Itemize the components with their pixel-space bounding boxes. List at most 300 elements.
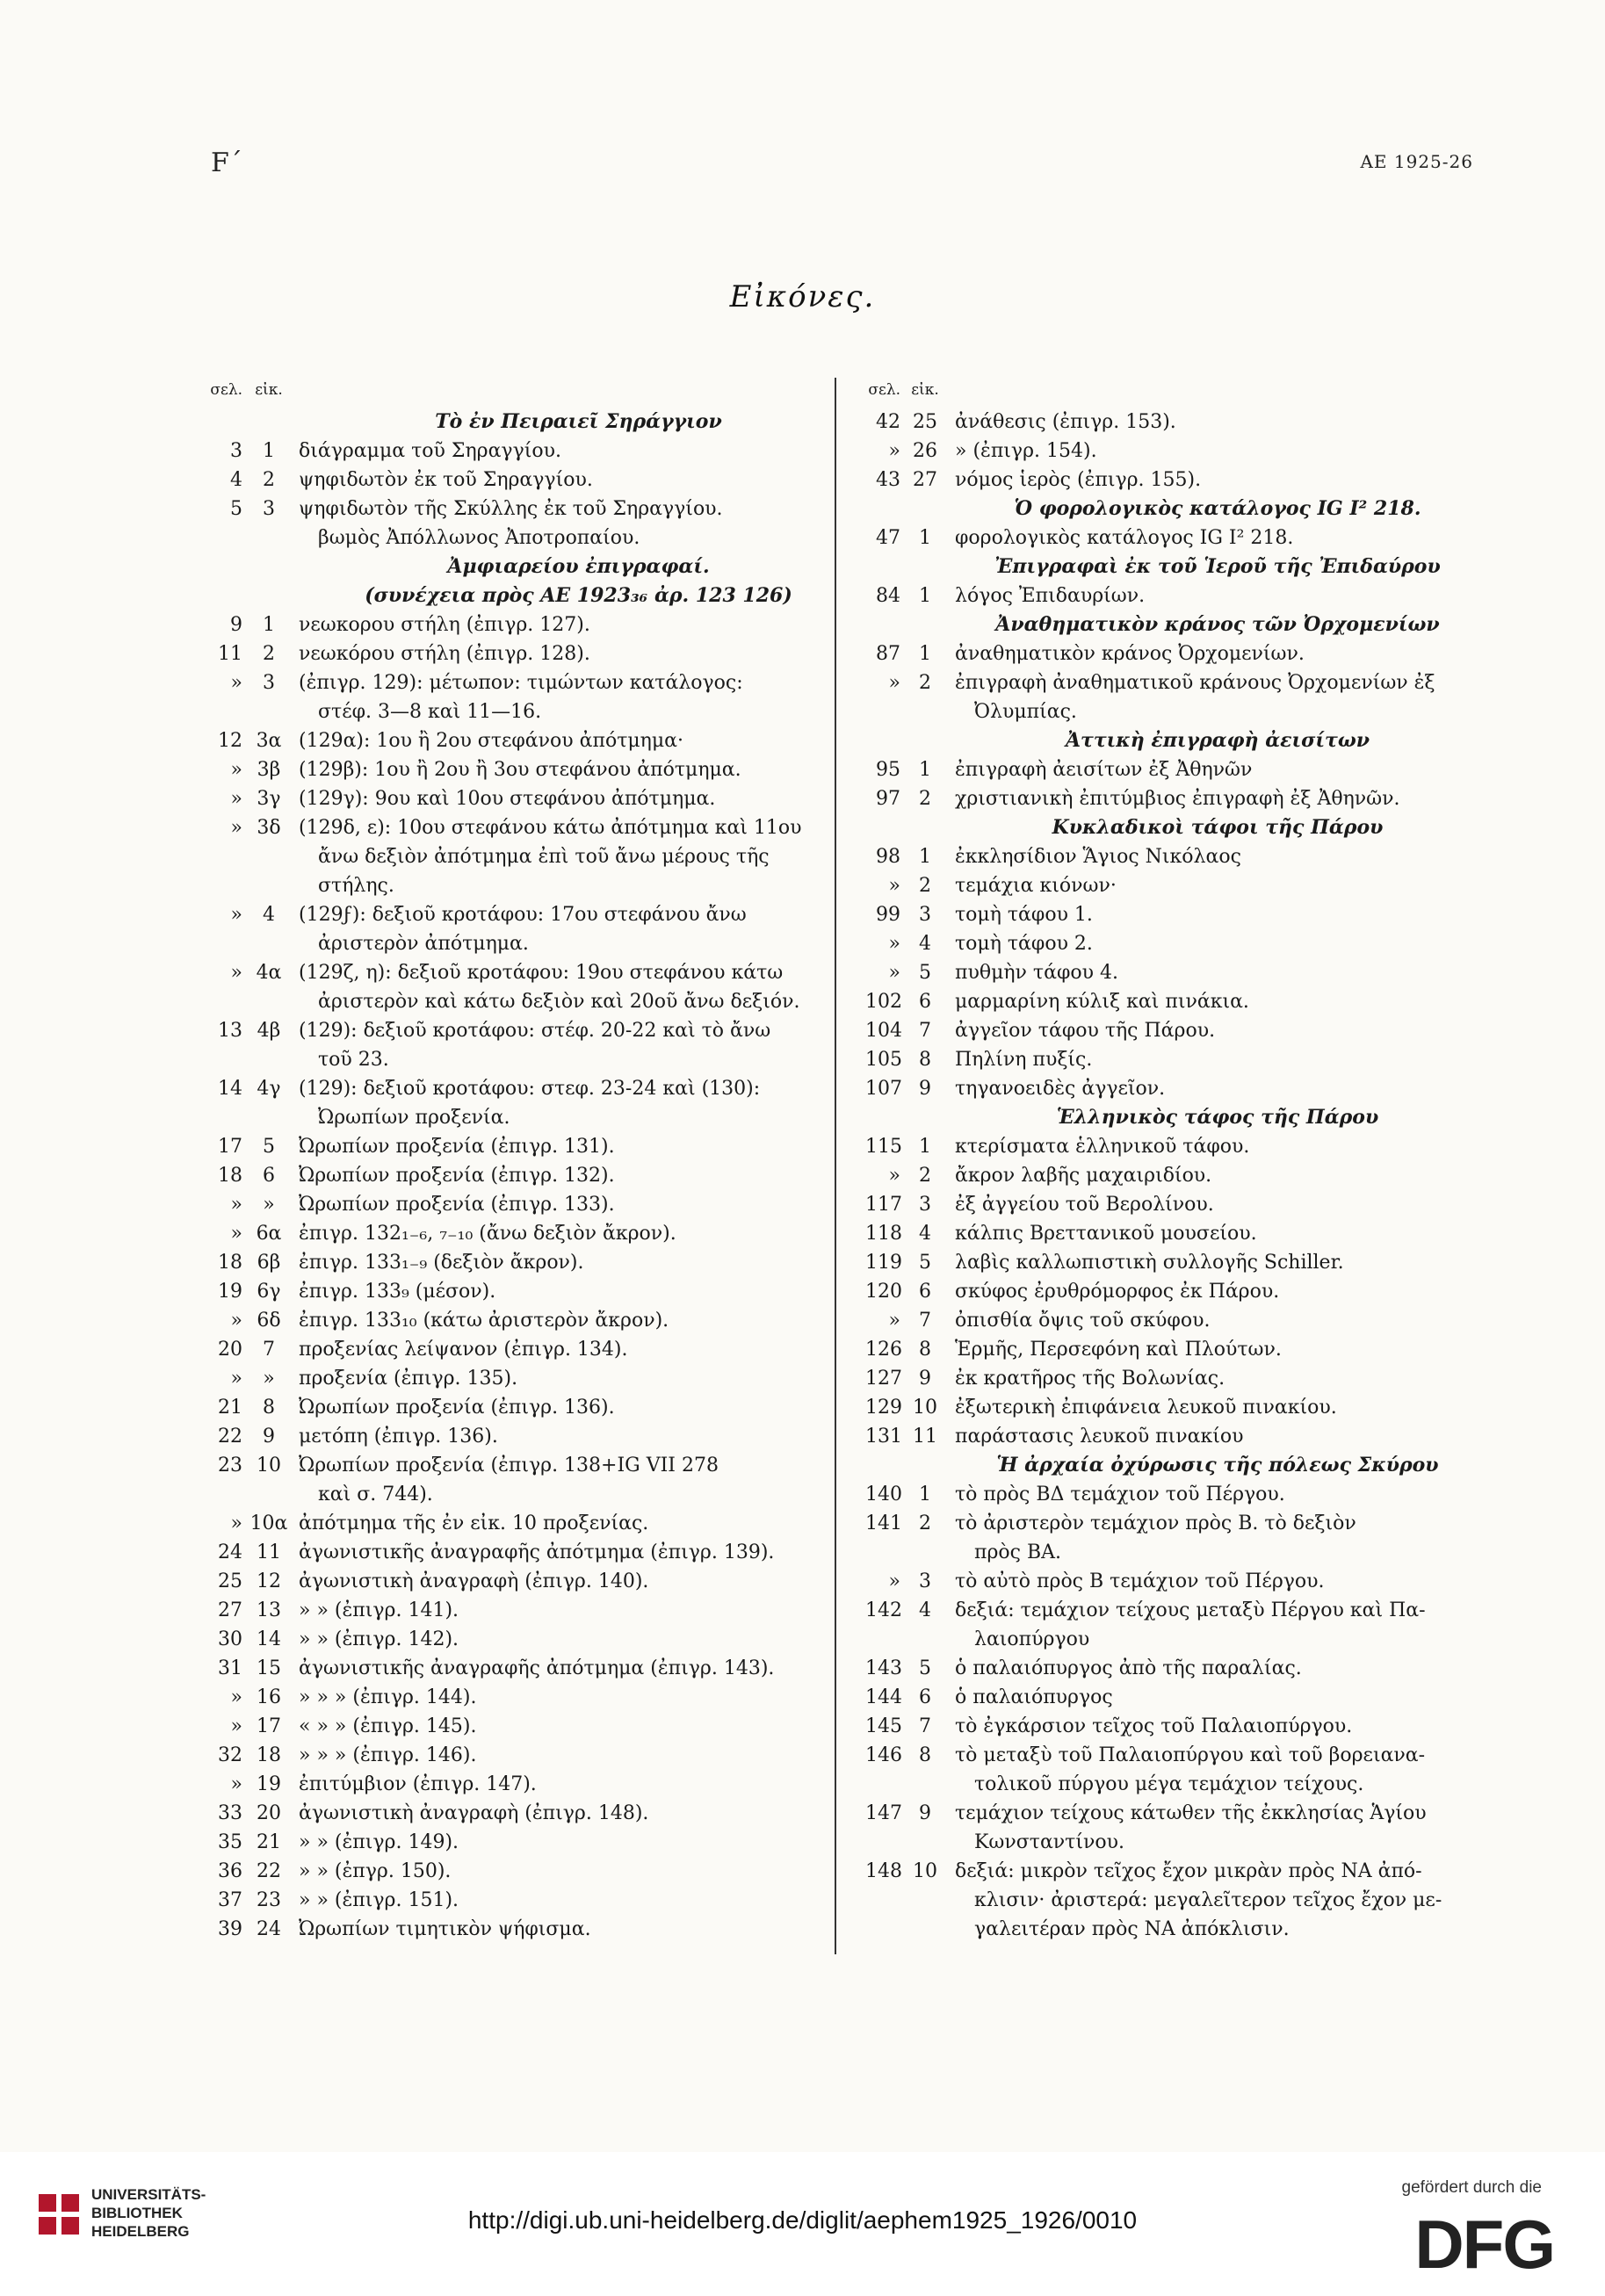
entry-description: Ἑρμῆς, Περσεφόνη καὶ Πλούτων. [955, 1339, 1282, 1361]
entry-figure-number: 26 [913, 440, 937, 462]
entry-figure-number: 10 [257, 1455, 281, 1477]
entry-page-number: 18 [218, 1165, 242, 1187]
entry-page-number: 119 [865, 1252, 902, 1274]
entry-figure-number: 3β [257, 759, 281, 781]
figure-entry [865, 408, 1480, 437]
entry-page-number: 107 [865, 1078, 902, 1100]
entry-description: » » (ἐπιγρ. 149). [299, 1831, 459, 1853]
page-header-right: ΑΕ 1925-26 [1360, 151, 1473, 172]
entry-figure-number: 9 [919, 1368, 931, 1390]
entry-description: (129γ): 9ου καὶ 10ου στεφάνου ἀπότμημα. [299, 788, 716, 810]
figure-entry [204, 1132, 858, 1161]
figure-entry [865, 1567, 1480, 1596]
page-title: Εἰκόνες. [729, 279, 876, 314]
entry-figure-number: 2 [919, 672, 931, 694]
figure-entry [204, 755, 858, 784]
entry-description: (129ζ, η): δεξιοῦ κροτάφου: 19ου στεφάνου κάτω [299, 962, 784, 984]
entry-description: « » » (ἐπιγρ. 145). [299, 1715, 477, 1737]
figure-entry [204, 1741, 858, 1770]
entry-page-number: 36 [218, 1860, 242, 1882]
section-heading [865, 610, 1480, 639]
entry-figure-number: 18 [257, 1744, 281, 1766]
figure-entry [204, 1857, 858, 1886]
entry-figure-number: » [263, 1194, 275, 1216]
entry-page-number: 95 [876, 759, 900, 781]
entry-page-number: 43 [876, 469, 900, 491]
entry-figure-number: 6δ [257, 1310, 281, 1332]
entry-description: Κωνσταντίνου. [974, 1831, 1124, 1853]
section-heading-text: Ἐπιγραφαὶ ἐκ τοῦ Ἱεροῦ τῆς Ἐπιδαύρου [994, 555, 1441, 578]
entry-figure-number: 25 [913, 411, 937, 433]
entry-description: » » (ἐπιγρ. 141). [299, 1599, 459, 1621]
figure-entry [865, 784, 1480, 813]
entry-description: ἐξωτερικὴ ἐπιφάνεια λευκοῦ πινακίου. [955, 1397, 1337, 1419]
entry-figure-number: 27 [913, 469, 937, 491]
entry-figure-number: » [263, 1368, 275, 1390]
entry-page-number: 25 [218, 1570, 242, 1592]
entry-description: ἀναθηματικὸν κράνος Ὀρχομενίων. [955, 643, 1305, 665]
entry-page-number: » [230, 1310, 242, 1332]
entry-description: » » » (ἐπιγρ. 144). [299, 1686, 477, 1708]
entry-figure-number: 2 [919, 1165, 931, 1187]
figure-entry [204, 1219, 858, 1248]
figure-entry [204, 1306, 858, 1335]
entry-figure-number: 21 [257, 1831, 281, 1853]
figure-entry [204, 668, 858, 697]
entry-description: ψηφιδωτὸν ἐκ τοῦ Σηραγγίου. [299, 469, 593, 491]
entry-description: ἐκκλησίδιον Ἅγιος Νικόλαος [955, 846, 1241, 868]
entry-description: ἀγωνιστικὴ ἀναγραφὴ (ἐπιγρ. 148). [299, 1802, 649, 1824]
entry-figure-number: 1 [919, 643, 931, 665]
entry-description: νεωκορου στήλη (ἐπιγρ. 127). [299, 614, 590, 636]
figure-entry [204, 1393, 858, 1422]
entry-figure-number: 10 [913, 1397, 937, 1419]
column-header [865, 376, 1480, 408]
entry-page-number: » [888, 1310, 900, 1332]
entry-description: Ὠρωπίων προξενία. [318, 1107, 510, 1129]
section-heading [865, 1103, 1480, 1132]
entry-figure-number: 20 [257, 1802, 281, 1824]
entry-figure-number: 3α [256, 730, 282, 752]
entry-figure-number: 11 [257, 1541, 281, 1563]
entry-figure-number: 2 [263, 469, 275, 491]
entry-figure-number: 4 [919, 933, 931, 955]
entry-page-number: 30 [218, 1628, 242, 1650]
entry-page-number: 87 [876, 643, 900, 665]
figure-entry [204, 1596, 858, 1625]
entry-page-number: » [230, 1715, 242, 1737]
section-heading-text: Ἀμφιαρείου ἐπιγραφαί. [447, 555, 710, 578]
entry-figure-number: 1 [919, 846, 931, 868]
entry-page-number: » [230, 1773, 242, 1795]
entry-figure-number: 11 [913, 1426, 937, 1448]
entry-figure-number: 8 [919, 1339, 931, 1361]
entry-description: τὸ ἐγκάρσιον τεῖχος τοῦ Παλαιοπύργου. [955, 1715, 1353, 1737]
entry-page-number: 12 [218, 730, 242, 752]
figure-entry [204, 726, 858, 755]
entry-description: » (ἐπιγρ. 154). [955, 440, 1097, 462]
figure-entry [204, 1248, 858, 1277]
entry-description: ἐπιγραφὴ ἀεισίτων ἐξ Ἀθηνῶν [955, 759, 1253, 781]
entry-description: (ἐπιγρ. 129): μέτωπον: τιμώντων κατάλογος: [299, 672, 743, 694]
entry-page-number: » [230, 759, 242, 781]
column-header-fig: εἰκ. [255, 381, 283, 399]
figure-entry [204, 1886, 858, 1915]
figure-entry [204, 466, 858, 495]
entry-figure-number: 4 [919, 1223, 931, 1245]
entry-description: τὸ μεταξὺ τοῦ Παλαιοπύργου καὶ τοῦ βορειανα- [955, 1744, 1426, 1766]
entry-figure-number: 3δ [257, 817, 281, 839]
figure-entry [204, 1161, 858, 1190]
entry-page-number: » [230, 1513, 242, 1534]
entry-page-number: 42 [876, 411, 900, 433]
entry-description: Ὀλυμπίας. [974, 701, 1077, 723]
entry-description: νόμος ἱερὸς (ἐπιγρ. 155). [955, 469, 1202, 491]
library-line: BIBLIOTHEK [91, 2205, 183, 2221]
entry-description: παράστασις λευκοῦ πινακίου [955, 1426, 1244, 1448]
section-heading [865, 495, 1480, 523]
section-heading [865, 552, 1480, 581]
entry-description: » » (ἐπιγρ. 151). [299, 1889, 459, 1911]
figure-entry [865, 1161, 1480, 1190]
entry-page-number: » [230, 672, 242, 694]
figure-entry [865, 668, 1480, 697]
entry-figure-number: 3 [263, 672, 275, 694]
entry-page-number: 126 [865, 1339, 902, 1361]
figure-entry [204, 1335, 858, 1364]
entry-page-number: 141 [865, 1513, 902, 1534]
entry-page-number: 144 [865, 1686, 902, 1708]
figure-entry [204, 495, 858, 523]
entry-figure-number: 8 [919, 1744, 931, 1766]
entry-description: ὁ παλαιόπυργος [955, 1686, 1113, 1708]
entry-page-number: » [230, 962, 242, 984]
figure-entry [865, 581, 1480, 610]
entry-continuation [204, 523, 858, 552]
section-heading-text: Τὸ ἐν Πειραιεῖ Σηράγγιον [435, 410, 722, 433]
entry-description: Ὠρωπίων προξενία (ἐπιγρ. 138+IG VII 278 [299, 1455, 719, 1477]
entry-figure-number: 7 [263, 1339, 275, 1361]
entry-page-number: 23 [218, 1455, 242, 1477]
page-header-left: F΄ [211, 148, 242, 178]
figure-entry [204, 813, 858, 842]
section-heading-text: Ἑλληνικὸς τάφος τῆς Πάρου [1056, 1106, 1379, 1129]
entry-description: στέφ. 3—8 καὶ 11—16. [318, 701, 542, 723]
section-heading [204, 552, 858, 581]
entry-page-number: 4 [230, 469, 242, 491]
entry-figure-number: 7 [919, 1020, 931, 1042]
figure-entry [204, 437, 858, 466]
entry-description: ἄκρον λαβῆς μαχαιριδίου. [955, 1165, 1212, 1187]
figure-entry [204, 1277, 858, 1306]
figure-entry [865, 466, 1480, 495]
entry-page-number: 3 [230, 440, 242, 462]
entry-figure-number: 1 [919, 585, 931, 607]
figure-entry [865, 523, 1480, 552]
entry-figure-number: 4 [263, 904, 275, 926]
source-url-link[interactable]: http://digi.ub.uni-heidelberg.de/diglit/aephem1925_1926/0010 [467, 2206, 1138, 2234]
entry-description: κάλπις Βρεττανικοῦ μουσείου. [955, 1223, 1257, 1245]
entry-description: τομὴ τάφου 2. [955, 933, 1093, 955]
entry-description: ἐπιγρ. 133₁₋₉ (δεξιὸν ἄκρον). [299, 1252, 584, 1274]
entry-description: ἀγωνιστικῆς ἀναγραφῆς ἀπότμημα (ἐπιγρ. 139). [299, 1541, 775, 1563]
entry-description: βωμὸς Ἀπόλλωνος Ἀποτροπαίου. [318, 527, 640, 549]
figure-entry [865, 1799, 1480, 1828]
entry-figure-number: 3 [919, 1194, 931, 1216]
entry-figure-number: 13 [257, 1599, 281, 1621]
figure-entry [865, 1045, 1480, 1074]
entry-description: » » » (ἐπιγρ. 146). [299, 1744, 477, 1766]
entry-description: τὸ αὐτὸ πρὸς Β τεμάχιον τοῦ Πέργου. [955, 1570, 1325, 1592]
entry-page-number: 39 [218, 1918, 242, 1940]
entry-description: Ὠρωπίων προξενία (ἐπιγρ. 136). [299, 1397, 615, 1419]
section-heading-text: Ὁ φορολογικὸς κατάλογος IG I² 218. [1014, 497, 1421, 520]
entry-page-number: 27 [218, 1599, 242, 1621]
entry-description: ἐκ κρατῆρος τῆς Βολωνίας. [955, 1368, 1225, 1390]
entry-page-number: 102 [865, 991, 902, 1013]
figure-entry [204, 958, 858, 987]
entry-page-number: 22 [218, 1426, 242, 1448]
entry-page-number: 20 [218, 1339, 242, 1361]
entry-continuation [204, 1103, 858, 1132]
entry-description: τὸ ἀριστερὸν τεμάχιον πρὸς Β. τὸ δεξιὸν [955, 1513, 1356, 1534]
entry-page-number: » [888, 962, 900, 984]
entry-description: ὀπισθία ὄψις τοῦ σκύφου. [955, 1310, 1211, 1332]
figure-entry [865, 1016, 1480, 1045]
entry-continuation [204, 929, 858, 958]
column-header [204, 376, 858, 408]
entry-figure-number: 6β [257, 1252, 281, 1274]
entry-description: ἄνω δεξιὸν ἀπότμημα ἐπὶ τοῦ ἄνω μέρους τῆς [318, 846, 770, 868]
entry-page-number: 148 [865, 1860, 902, 1882]
entry-page-number: 13 [218, 1020, 242, 1042]
entry-page-number: 145 [865, 1715, 902, 1737]
figure-entry [865, 987, 1480, 1016]
entry-description: (129δ, ε): 10ου στεφάνου κάτω ἀπότμημα καὶ 11ου [299, 817, 802, 839]
section-heading [865, 726, 1480, 755]
figure-entry [204, 1654, 858, 1683]
entry-description: (129α): 1ου ἢ 2ου στεφάνου ἀπότμημα· [299, 730, 684, 752]
left-column [204, 376, 858, 1944]
entry-figure-number: 10α [249, 1513, 288, 1534]
entry-continuation [204, 697, 858, 726]
entry-continuation [204, 871, 858, 900]
entry-page-number: » [230, 904, 242, 926]
figure-entry [204, 639, 858, 668]
entry-description: λαβὶς καλλωπιστικὴ συλλογῆς Schiller. [955, 1252, 1344, 1274]
entry-page-number: 142 [865, 1599, 902, 1621]
entry-figure-number: 9 [263, 1426, 275, 1448]
entry-figure-number: 19 [257, 1773, 281, 1795]
entry-figure-number: 14 [257, 1628, 281, 1650]
entry-description: τολικοῦ πύργου μέγα τεμάχιον τείχους. [974, 1773, 1364, 1795]
entry-description: λόγος Ἐπιδαυρίων. [955, 585, 1146, 607]
entry-figure-number: 3 [263, 498, 275, 520]
figure-entry [865, 1219, 1480, 1248]
section-heading [865, 813, 1480, 842]
entry-description: (129): δεξιοῦ κροτάφου: στέφ. 20-22 καὶ τὸ ἄνω [299, 1020, 771, 1042]
entry-page-number: 143 [865, 1657, 902, 1679]
figure-entry [204, 1016, 858, 1045]
entry-page-number: » [888, 440, 900, 462]
figure-entry [865, 929, 1480, 958]
entry-figure-number: 1 [263, 614, 275, 636]
entry-page-number: 21 [218, 1397, 242, 1419]
library-line: UNIVERSITÄTS- [91, 2186, 206, 2203]
entry-figure-number: 16 [257, 1686, 281, 1708]
figure-entry [865, 1393, 1480, 1422]
entry-page-number: » [230, 1194, 242, 1216]
entry-description: ἀγωνιστικὴ ἀναγραφὴ (ἐπιγρ. 140). [299, 1570, 649, 1592]
entry-description: Ὠρωπίων προξενία (ἐπιγρ. 132). [299, 1165, 615, 1187]
column-header-page: σελ. [210, 381, 242, 399]
library-line: HEIDELBERG [91, 2223, 190, 2240]
entry-description: (129ϝ): δεξιοῦ κροτάφου: 17ου στεφάνου ἄνω [299, 904, 747, 926]
entry-page-number: » [230, 1223, 242, 1245]
entry-description: » » (ἐπιγρ. 142). [299, 1628, 459, 1650]
dfg-logo: DFG [1414, 2206, 1554, 2283]
entry-continuation [865, 1538, 1480, 1567]
entry-page-number: 118 [865, 1223, 902, 1245]
entry-figure-number: 5 [263, 1136, 275, 1158]
entry-page-number: 32 [218, 1744, 242, 1766]
figure-entry [204, 784, 858, 813]
entry-description: ἐπιγρ. 133₁₀ (κάτω ἀριστερὸν ἄκρον). [299, 1310, 669, 1332]
figure-entry [865, 437, 1480, 466]
entry-description: τεμάχιον τείχους κάτωθεν τῆς ἐκκλησίας Ἁγίου [955, 1802, 1427, 1824]
figure-entry [204, 1799, 858, 1828]
figure-entry [865, 1741, 1480, 1770]
section-heading-text: Ἡ ἀρχαία ὀχύρωσις τῆς πόλεως Σκύρου [996, 1454, 1439, 1477]
entry-description: διάγραμμα τοῦ Σηραγγίου. [299, 440, 561, 462]
section-heading-text: Ἀναθηματικὸν κράνος τῶν Ὀρχομενίων [995, 613, 1440, 636]
entry-page-number: 31 [218, 1657, 242, 1679]
figure-entry [865, 639, 1480, 668]
entry-description: » » (ἐπγρ. 150). [299, 1860, 452, 1882]
entry-description: τομὴ τάφου 1. [955, 904, 1093, 926]
entry-page-number: » [888, 875, 900, 897]
entry-page-number: 33 [218, 1802, 242, 1824]
entry-page-number: 14 [218, 1078, 242, 1100]
figure-entry [204, 1190, 858, 1219]
entry-figure-number: 6 [919, 1281, 931, 1303]
section-heading-text: Ἀττικὴ ἐπιγραφὴ ἀεισίτων [1065, 729, 1370, 752]
entry-description: ἐπιτύμβιον (ἐπιγρ. 147). [299, 1773, 537, 1795]
entry-continuation [204, 987, 858, 1016]
entry-page-number: 35 [218, 1831, 242, 1853]
entry-figure-number: 4 [919, 1599, 931, 1621]
entry-page-number: 105 [865, 1049, 902, 1071]
entry-page-number: 147 [865, 1802, 902, 1824]
entry-figure-number: 3 [919, 1570, 931, 1592]
entry-page-number: » [230, 1368, 242, 1390]
entry-description: χριστιανικὴ ἐπιτύμβιος ἐπιγραφὴ ἐξ Ἀθηνῶν. [955, 788, 1400, 810]
entry-description: (129β): 1ου ἢ 2ου ἢ 3ου στεφάνου ἀπότμημα. [299, 759, 741, 781]
entry-description: Ὠρωπίων προξενία (ἐπιγρ. 133). [299, 1194, 615, 1216]
entry-description: Ὠρωπίων τιμητικὸν ψήφισμα. [299, 1918, 591, 1940]
entry-figure-number: 1 [919, 527, 931, 549]
entry-figure-number: 23 [257, 1889, 281, 1911]
section-heading-text: Κυκλαδικοὶ τάφοι τῆς Πάρου [1052, 816, 1384, 839]
entry-figure-number: 1 [263, 440, 275, 462]
entry-description: προξενία (ἐπιγρ. 135). [299, 1368, 518, 1390]
entry-description: τὸ πρὸς ΒΔ τεμάχιον τοῦ Πέργου. [955, 1484, 1285, 1505]
entry-description: ἐπιγρ. 133₉ (μέσον). [299, 1281, 496, 1303]
figure-entry [204, 1422, 858, 1451]
figure-entry [204, 1451, 858, 1480]
entry-page-number: » [230, 817, 242, 839]
entry-description: ἐπιγρ. 132₁₋₆, ₇₋₁₀ (ἄνω δεξιὸν ἄκρον). [299, 1223, 676, 1245]
figure-entry [865, 1364, 1480, 1393]
entry-continuation [865, 1915, 1480, 1944]
entry-figure-number: 2 [919, 788, 931, 810]
entry-page-number: » [230, 1686, 242, 1708]
figure-entry [204, 1364, 858, 1393]
entry-page-number: 120 [865, 1281, 902, 1303]
entry-figure-number: 7 [919, 1310, 931, 1332]
entry-figure-number: 9 [919, 1078, 931, 1100]
entry-page-number: 24 [218, 1541, 242, 1563]
entry-description: καὶ σ. 744). [318, 1484, 433, 1505]
entry-figure-number: 24 [257, 1918, 281, 1940]
entry-figure-number: 17 [257, 1715, 281, 1737]
entry-continuation [865, 1770, 1480, 1799]
entry-page-number: 129 [865, 1397, 902, 1419]
entry-page-number: 18 [218, 1252, 242, 1274]
entry-page-number: 97 [876, 788, 900, 810]
figure-entry [865, 1596, 1480, 1625]
figure-entry [865, 1683, 1480, 1712]
figure-entry [204, 1538, 858, 1567]
entry-page-number: 140 [865, 1484, 902, 1505]
column-header-fig: εἰκ. [911, 381, 939, 399]
figure-entry [204, 610, 858, 639]
entry-figure-number: 8 [263, 1397, 275, 1419]
entry-figure-number: 22 [257, 1860, 281, 1882]
entry-description: ἀπότμημα τῆς ἐν εἰκ. 10 προξενίας. [299, 1513, 649, 1534]
entry-page-number: 17 [218, 1136, 242, 1158]
entry-figure-number: 5 [919, 1252, 931, 1274]
entry-description: Ὠρωπίων προξενία (ἐπιγρ. 131). [299, 1136, 615, 1158]
funded-by-label: gefördert durch die [1401, 2178, 1542, 2197]
entry-description: πρὸς ΒΑ. [974, 1541, 1061, 1563]
entry-continuation [865, 1625, 1480, 1654]
entry-description: ἀγωνιστικῆς ἀναγραφῆς ἀπότμημα (ἐπιγρ. 143). [299, 1657, 775, 1679]
entry-figure-number: 4γ [257, 1078, 281, 1100]
figure-entry [865, 871, 1480, 900]
entry-page-number: » [888, 1570, 900, 1592]
section-heading-text: (συνέχεια πρὸς ΑΕ 1923₃₆ ἀρ. 123 126) [365, 584, 792, 607]
entry-description: τοῦ 23. [318, 1049, 389, 1071]
figure-entry [865, 1335, 1480, 1364]
entry-page-number: 19 [218, 1281, 242, 1303]
entry-page-number: 117 [865, 1194, 902, 1216]
entry-description: Πηλίνη πυξίς. [955, 1049, 1093, 1071]
entry-figure-number: 3 [919, 904, 931, 926]
entry-page-number: 115 [865, 1136, 902, 1158]
entry-page-number: 47 [876, 527, 900, 549]
entry-description: προξενίας λείψανον (ἐπιγρ. 134). [299, 1339, 628, 1361]
entry-page-number: » [888, 1165, 900, 1187]
entry-description: ἐξ ἀγγείου τοῦ Βερολίνου. [955, 1194, 1214, 1216]
entry-page-number: 127 [865, 1368, 902, 1390]
figure-entry [204, 900, 858, 929]
entry-description: πυθμὴν τάφου 4. [955, 962, 1118, 984]
entry-figure-number: 6 [263, 1165, 275, 1187]
entry-figure-number: 6α [256, 1223, 282, 1245]
entry-continuation [204, 1045, 858, 1074]
entry-page-number: 37 [218, 1889, 242, 1911]
